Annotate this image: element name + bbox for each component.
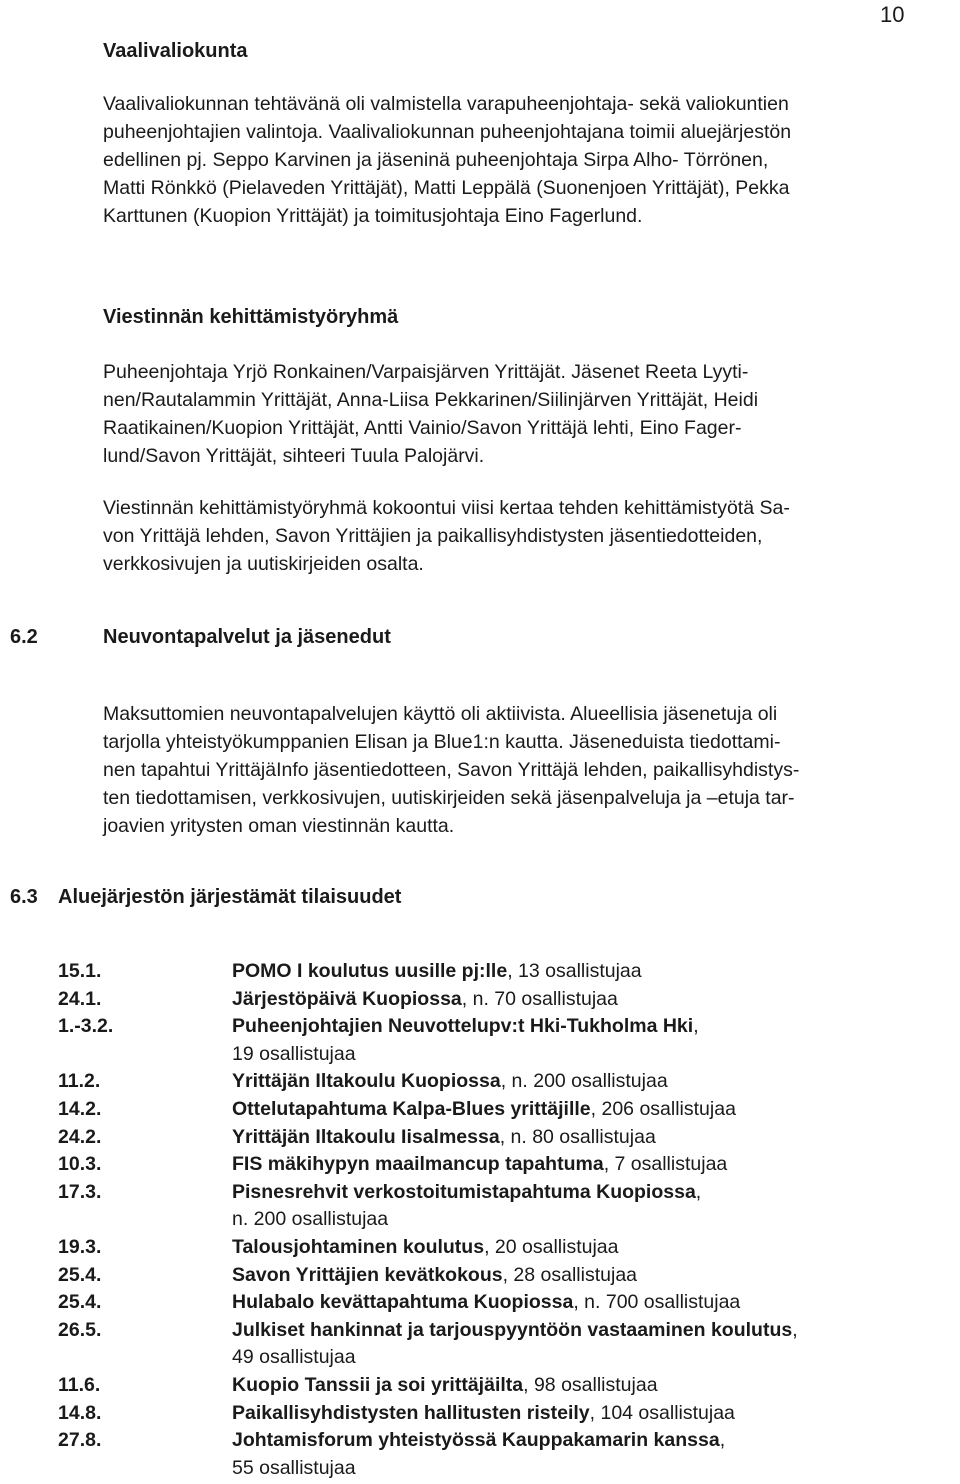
event-description	[232, 1098, 736, 1121]
event-name: POMO I koulutus uusille pj:lle	[232, 960, 508, 982]
text-line: Puheenjohtaja Yrjö Ronkainen/Varpaisjärven Yrittäjät. Jäsenet Reeta Lyyti-	[103, 361, 749, 383]
event-attendance: , n. 200 osallistujaa	[500, 1070, 668, 1093]
text-line: lund/Savon Yrittäjät, sihteeri Tuula Palojärvi.	[103, 445, 485, 467]
event-description	[232, 1291, 740, 1314]
text-line: edellinen pj. Seppo Karvinen ja jäseninä puheenjohtaja Sirpa Alho- Törrönen,	[103, 149, 769, 171]
text-line: ten tiedottamisen, verkkosivujen, uutiskirjeiden sekä jäsenpalveluja ja –etuja tar-	[103, 787, 795, 809]
event-attendance: , n. 80 osallistujaa	[499, 1125, 656, 1148]
event-date: 11.6.	[58, 1374, 101, 1396]
event-date: 25.4.	[58, 1263, 102, 1286]
event-date: 14.2.	[58, 1098, 102, 1120]
event-description	[232, 1429, 725, 1452]
event-attendance: , 20 osallistujaa	[484, 1236, 619, 1258]
text-line: joavien yritysten oman viestinnän kautta.	[103, 815, 455, 837]
event-name: Pisnesrehvit verkostoitumistapahtuma Kuopiossa	[232, 1180, 696, 1203]
section-title-6-3: Aluejärjestön järjestämät tilaisuudet	[58, 886, 402, 908]
event-description	[232, 960, 642, 983]
event-attendance: ,	[792, 1318, 798, 1341]
event-name: Puheenjohtajien Neuvottelupv:t Hki-Tukholma Hki	[232, 1015, 694, 1038]
event-description	[232, 988, 618, 1011]
section-number-6-2: 6.2	[10, 626, 38, 648]
event-name: Yrittäjän Iltakoulu Kuopiossa	[232, 1070, 501, 1093]
event-date: 14.8.	[58, 1401, 102, 1424]
event-attendance-continued: n. 200 osallistujaa	[232, 1208, 389, 1231]
text-line: tarjolla yhteistyökumppanien Elisan ja Blue1:n kautta. Jäseneduista tiedottami-	[103, 731, 781, 753]
event-name: Savon Yrittäjien kevätkokous	[232, 1263, 503, 1286]
event-description	[232, 1153, 727, 1176]
event-name: Johtamisforum yhteistyössä Kauppakamarin kanssa	[232, 1429, 720, 1452]
event-description	[232, 1070, 668, 1093]
event-description	[232, 1374, 658, 1397]
page-number: 10	[880, 2, 905, 27]
event-name: Ottelutapahtuma Kalpa-Blues yrittäjille	[232, 1098, 591, 1120]
event-description	[232, 1236, 618, 1259]
event-attendance: , 7 osallistujaa	[603, 1153, 728, 1176]
event-description	[232, 1015, 699, 1038]
text-line: Karttunen (Kuopion Yrittäjät) ja toimitusjohtaja Eino Fagerlund.	[103, 205, 643, 227]
event-date: 24.1.	[58, 987, 102, 1010]
event-attendance-continued: 19 osallistujaa	[232, 1042, 356, 1065]
event-date: 1.-3.2.	[58, 1015, 114, 1038]
text-line: Matti Rönkkö (Pielaveden Yrittäjät), Matti Leppälä (Suonenjoen Yrittäjät), Pekka	[103, 177, 790, 199]
section-title-viestinta: Viestinnän kehittämistyöryhmä	[103, 306, 399, 328]
event-description	[232, 1264, 637, 1287]
event-attendance: , 28 osallistujaa	[502, 1263, 638, 1286]
text-line: puheenjohtajien valintoja. Vaalivaliokunnan puheenjohtajana toimii aluejärjestön	[103, 121, 792, 143]
event-name: Julkiset hankinnat ja tarjouspyyntöön vastaaminen koulutus	[232, 1318, 793, 1341]
event-attendance: , 104 osallistujaa	[589, 1401, 735, 1424]
text-line: verkkosivujen ja uutiskirjeiden osalta.	[103, 553, 424, 575]
event-description	[232, 1319, 798, 1342]
event-attendance: , n. 70 osallistujaa	[461, 987, 618, 1010]
section-number-6-3: 6.3	[10, 886, 38, 908]
event-name: Talousjohtaminen koulutus	[232, 1236, 485, 1258]
event-description	[232, 1181, 701, 1204]
text-line: von Yrittäjä lehden, Savon Yrittäjien ja paikallisyhdistysten jäsentiedotteiden,	[103, 525, 763, 547]
event-attendance-continued: 49 osallistujaa	[232, 1346, 356, 1369]
event-description	[232, 1126, 656, 1149]
text-line: Maksuttomien neuvontapalvelujen käyttö oli aktiivista. Alueellisia jäsenetuja oli	[103, 703, 778, 725]
event-date: 26.5.	[58, 1318, 102, 1341]
text-line: nen/Rautalammin Yrittäjät, Anna-Liisa Pekkarinen/Siilinjärven Yrittäjät, Heidi	[103, 389, 759, 411]
event-attendance: ,	[695, 1180, 702, 1203]
text-line: Raatikainen/Kuopion Yrittäjät, Antti Vainio/Savon Yrittäjä lehti, Eino Fager-	[103, 417, 742, 439]
event-date: 10.3.	[58, 1153, 102, 1176]
event-attendance: , n. 700 osallistujaa	[573, 1291, 741, 1314]
event-date: 15.1.	[58, 960, 102, 982]
event-name: Yrittäjän Iltakoulu Iisalmessa	[232, 1125, 500, 1148]
event-attendance-continued: 55 osallistujaa	[232, 1456, 356, 1479]
event-attendance: , 98 osallistujaa	[523, 1374, 658, 1396]
event-date: 19.3.	[58, 1236, 102, 1258]
event-date: 25.4.	[58, 1291, 102, 1314]
event-date: 27.8.	[58, 1429, 102, 1452]
event-description	[232, 1402, 735, 1425]
event-date: 24.2.	[58, 1125, 102, 1148]
event-attendance: , 206 osallistujaa	[590, 1098, 736, 1120]
section-title-vaalivaliokunta: Vaalivaliokunta	[103, 40, 248, 62]
event-attendance: ,	[719, 1429, 726, 1452]
text-line: nen tapahtui YrittäjäInfo jäsentiedotteen, Savon Yrittäjä lehden, paikallisyhdistys-	[103, 759, 800, 781]
text-line: Vaalivaliokunnan tehtävänä oli valmistella varapuheenjohtaja- sekä valiokuntien	[103, 93, 789, 115]
event-name: Paikallisyhdistysten hallitusten risteily	[232, 1401, 590, 1424]
event-date: 17.3.	[58, 1180, 102, 1203]
text-line: Viestinnän kehittämistyöryhmä kokoontui viisi kertaa tehden kehittämistyötä Sa-	[103, 497, 790, 519]
event-attendance: , 13 osallistujaa	[507, 960, 642, 982]
event-name: FIS mäkihypyn maailmancup tapahtuma	[232, 1153, 604, 1176]
event-name: Hulabalo kevättapahtuma Kuopiossa	[232, 1291, 574, 1314]
event-name: Kuopio Tanssii ja soi yrittäjäilta	[232, 1374, 524, 1396]
event-date: 11.2.	[58, 1070, 101, 1093]
event-attendance: ,	[693, 1015, 699, 1038]
event-name: Järjestöpäivä Kuopiossa	[232, 987, 462, 1010]
section-title-6-2: Neuvontapalvelut ja jäsenedut	[103, 626, 391, 648]
